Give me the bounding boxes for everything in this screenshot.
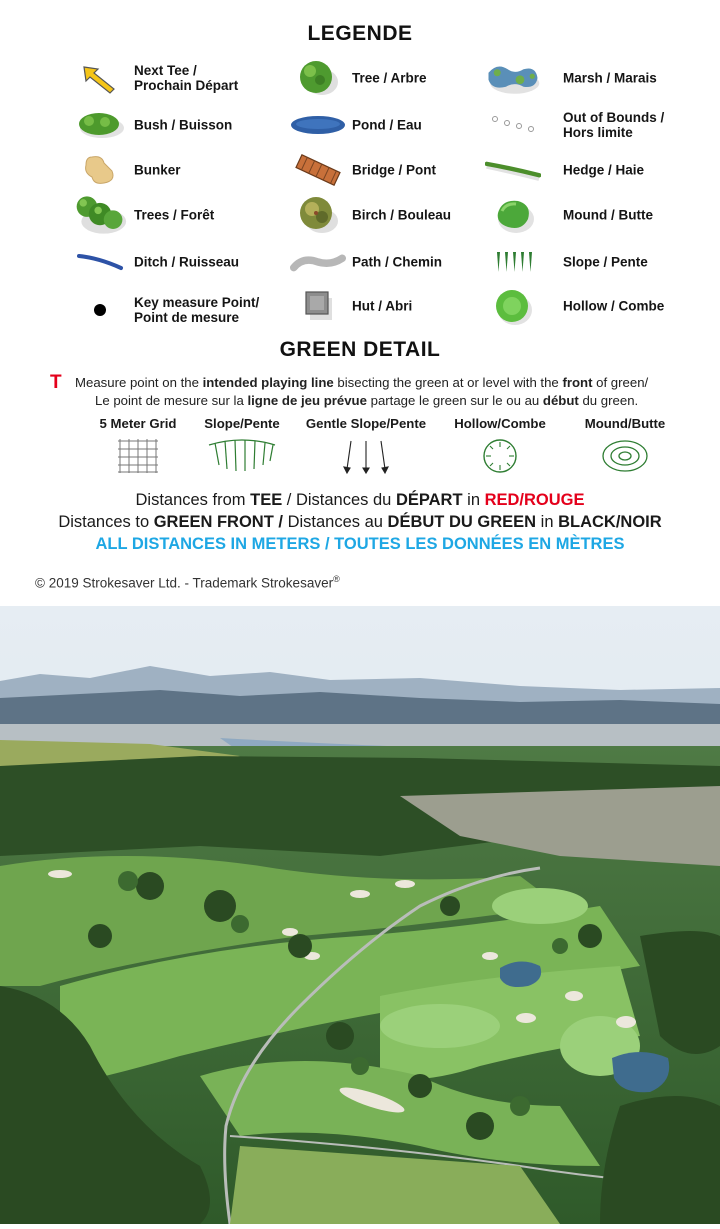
distances-to-green-front bbox=[0, 513, 720, 532]
legend-item-hut bbox=[290, 284, 510, 328]
green-detail-title: GREEN DETAIL bbox=[279, 338, 441, 361]
text: / Distances du bbox=[282, 491, 396, 509]
path-icon bbox=[290, 240, 346, 284]
green-symbol-label: 5 Meter Grid bbox=[99, 416, 177, 431]
legend-label-line1: Hut / Abri bbox=[352, 298, 413, 314]
text: Distances au bbox=[282, 513, 388, 531]
legend-label-line1: Slope / Pente bbox=[563, 254, 648, 270]
ditch-icon bbox=[72, 240, 128, 284]
legend-label-line2: Point de mesure bbox=[134, 310, 240, 325]
green-symbol-label: Slope/Pente bbox=[204, 416, 280, 431]
next-tee-arrow-icon bbox=[72, 56, 128, 100]
legend-label-line1: Next Tee / bbox=[134, 63, 197, 78]
text: in bbox=[536, 513, 559, 531]
text: in bbox=[462, 491, 485, 509]
text-bold: DÉBUT DU GREEN bbox=[387, 513, 537, 531]
text: du green. bbox=[578, 393, 639, 408]
key-measure-point-icon bbox=[72, 288, 128, 332]
legend-item-slope bbox=[485, 240, 705, 284]
green-symbol-label: Hollow/Combe bbox=[454, 416, 546, 431]
legend-item-key-measure-point bbox=[72, 288, 292, 332]
marsh-icon bbox=[485, 56, 541, 100]
legend-label-line2: Hors limite bbox=[563, 125, 633, 140]
text-bold: TEE bbox=[250, 491, 283, 509]
legend-label-line1: Hollow / Combe bbox=[563, 298, 665, 314]
legend-title: LEGENDE bbox=[307, 22, 413, 45]
green-symbol-label: Mound/Butte bbox=[584, 416, 666, 431]
copyright-text: © 2019 Strokesaver Ltd. - Trademark Strokesaver bbox=[35, 575, 334, 591]
description-line-fr bbox=[95, 392, 638, 409]
legend-item-birch bbox=[290, 193, 510, 237]
legend-label-line1: Pond / Eau bbox=[352, 117, 422, 133]
green-symbol-gentle-slope bbox=[296, 416, 436, 475]
slope-lines-icon bbox=[172, 437, 312, 475]
birch-icon bbox=[290, 193, 346, 237]
green-symbol-label: Gentle Slope/Pente bbox=[305, 416, 427, 431]
legend-label-line1: Bridge / Pont bbox=[352, 162, 436, 178]
all-distances-in-meters: ALL DISTANCES IN METERS / TOUTES LES DONNÉES EN MÈTRES bbox=[95, 535, 625, 553]
copyright bbox=[35, 574, 340, 591]
legend-item-pond bbox=[290, 103, 510, 147]
text-bold: intended playing line bbox=[202, 375, 334, 390]
hedge-icon bbox=[485, 148, 541, 192]
registered-mark: ® bbox=[333, 574, 340, 584]
legend-label-line1: Bush / Buisson bbox=[134, 117, 233, 133]
text: Distances from bbox=[135, 491, 251, 509]
legend-item-out-of-bounds bbox=[485, 103, 705, 147]
legend-label-line1: Ditch / Ruisseau bbox=[134, 254, 240, 270]
tree-icon bbox=[290, 56, 346, 100]
legend-label-line1: Path / Chemin bbox=[352, 254, 443, 270]
text: Le point de mesure sur la bbox=[95, 393, 248, 408]
distances-from-tee bbox=[0, 491, 720, 510]
text: Measure point on the bbox=[75, 375, 203, 390]
mound-icon bbox=[485, 193, 541, 237]
green-symbol-mound bbox=[555, 416, 695, 475]
text-bold: ligne de jeu prévue bbox=[247, 393, 367, 408]
out-of-bounds-icon bbox=[485, 103, 541, 147]
text-bold: début bbox=[542, 393, 579, 408]
text-bold: GREEN FRONT / bbox=[153, 513, 283, 531]
legend-label-line1: Birch / Bouleau bbox=[352, 207, 452, 223]
hollow-contour-icon bbox=[430, 437, 570, 475]
legend-label-line1: Key measure Point/ bbox=[134, 295, 260, 310]
hollow-icon bbox=[485, 284, 541, 328]
text: bisecting the green at or level with the bbox=[333, 375, 563, 390]
measure-point-t-icon: T bbox=[50, 372, 62, 393]
bunker-icon bbox=[72, 148, 128, 192]
legend-item-hollow bbox=[485, 284, 705, 328]
legend-item-bush bbox=[72, 103, 292, 147]
legend-label-line1: Marsh / Marais bbox=[563, 70, 657, 86]
pond-icon bbox=[290, 103, 346, 147]
slope-icon bbox=[485, 240, 541, 284]
bush-icon bbox=[72, 103, 128, 147]
text-bold: BLACK/NOIR bbox=[558, 513, 662, 531]
legend-label-line1: Tree / Arbre bbox=[352, 70, 427, 86]
green-symbol-hollow bbox=[430, 416, 570, 475]
description-line-en bbox=[75, 374, 648, 391]
text-bold: front bbox=[562, 375, 593, 390]
legend-item-trees bbox=[72, 193, 292, 237]
legend-item-hedge bbox=[485, 148, 705, 192]
legend-label-line1: Hedge / Haie bbox=[563, 162, 645, 178]
hut-icon bbox=[290, 284, 346, 328]
mound-contour-icon bbox=[555, 437, 695, 475]
text: partage le green sur le ou au bbox=[366, 393, 543, 408]
trees-icon bbox=[72, 193, 128, 237]
aerial-golf-course-photo bbox=[0, 606, 720, 1224]
legend-item-ditch bbox=[72, 240, 292, 284]
text-red: RED/ROUGE bbox=[484, 491, 585, 509]
text: Distances to bbox=[58, 513, 154, 531]
legend-item-mound bbox=[485, 193, 705, 237]
text-bold: DÉPART bbox=[395, 491, 463, 509]
legend-label-line1: Out of Bounds / bbox=[563, 110, 665, 125]
legend-item-next-tee bbox=[72, 56, 292, 100]
text: of green/ bbox=[592, 375, 649, 390]
legend-item-marsh bbox=[485, 56, 705, 100]
gentle-slope-arrows-icon bbox=[296, 437, 436, 475]
green-symbol-slope bbox=[172, 416, 312, 475]
legend-label-line1: Mound / Butte bbox=[563, 207, 653, 223]
legend-item-bridge bbox=[290, 148, 510, 192]
legend-item-bunker bbox=[72, 148, 292, 192]
legend-item-path bbox=[290, 240, 510, 284]
legend-item-tree bbox=[290, 56, 510, 100]
legend-label-line2: Prochain Départ bbox=[134, 78, 239, 93]
legend-label-line1: Bunker bbox=[134, 162, 181, 178]
bridge-icon bbox=[290, 148, 346, 192]
legend-label-line1: Trees / Forêt bbox=[134, 207, 215, 223]
